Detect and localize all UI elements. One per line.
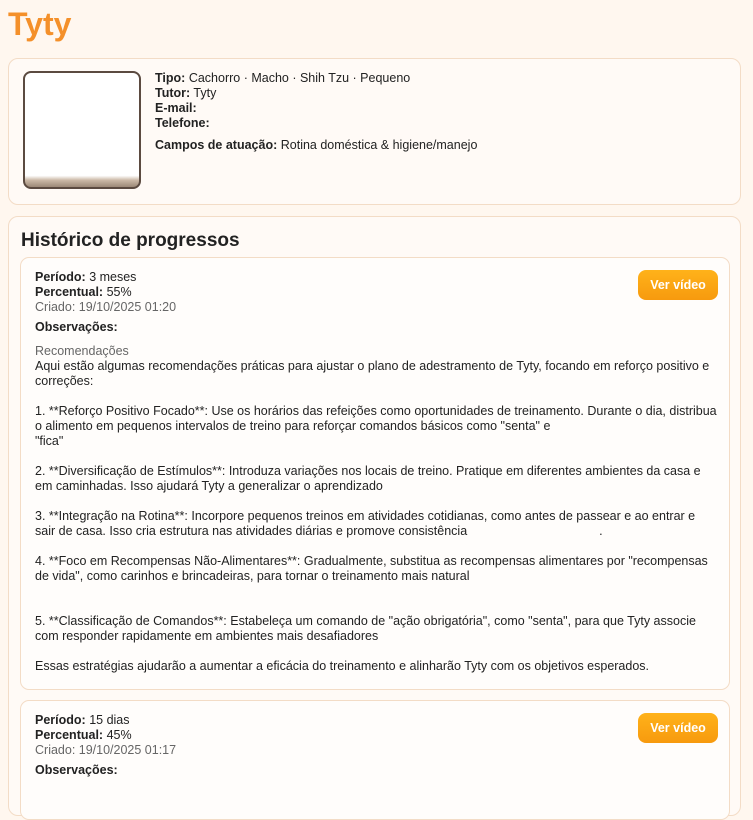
history-title: Histórico de progressos: [21, 230, 240, 251]
pet-profile-card: [8, 58, 741, 205]
created-date: Criado: 19/10/2025 01:17: [35, 743, 177, 757]
pet-photo: [23, 71, 141, 189]
observations-label: Observações:: [35, 320, 118, 334]
fields-row: Campos de atuação: Rotina doméstica & higiene/manejo: [155, 138, 478, 152]
page-title: Tyty: [8, 6, 72, 42]
view-video-button[interactable]: Ver vídeo: [638, 270, 718, 300]
type-value: Cachorro · Macho · Shih Tzu · Pequeno: [188, 71, 411, 85]
phone-row: Telefone:: [155, 116, 210, 130]
created-date: Criado: 19/10/2025 01:20: [35, 300, 177, 314]
percent-row: Percentual: 55%: [35, 285, 132, 299]
period-row: Período: 15 dias: [35, 713, 130, 727]
progress-entry: [20, 257, 730, 690]
progress-entry: [20, 700, 730, 820]
type-row: Tipo: Cachorro · Macho · Shih Tzu · Pequeno: [155, 71, 411, 85]
progress-history-card: [8, 216, 741, 816]
email-row: E-mail:: [155, 101, 197, 115]
percent-value: 55%: [106, 285, 132, 299]
observations-subtitle: Recomendações: [35, 344, 129, 358]
percent-value: 45%: [106, 728, 132, 742]
tutor-row: Tutor: Tyty: [155, 86, 217, 100]
pet-info: [155, 71, 477, 153]
period-value: 15 dias: [89, 713, 130, 727]
period-row: Período: 3 meses: [35, 270, 137, 284]
view-video-button[interactable]: Ver vídeo: [638, 713, 718, 743]
fields-value: Rotina doméstica & higiene/manejo: [280, 138, 478, 152]
observations-text: Aqui estão algumas recomendações práticas para ajustar o plano de adestramento de Tyty, focando em reforço positivo e correções: 1. **Reforço Positivo Focado**: Use os horários das refeições como oportunidades de treinamento. Durante o dia, distribua o alimento em pequenos intervalos de treino para reforçar comandos básicos como "senta" e "fica" 2. **Diversificação de Estímulos**: Introduza variações nos locais de treino. Pratique em diferentes ambientes da casa e em caminhadas. Isso ajudará Tyty a generalizar o aprendizado 3. **Integração na Rotina**: Incorpore pequenos treinos em atividades cotidianas, como antes de passear e ao entrar e sair de casa. Isso cria estrutura nas atividades diárias e promove consistência . 4. **Foco em Recompensas Não-Alimentares**: Gradualmente, substitua as recompensas alimentares por "recompensas de vida", como carinhos e brincadeiras, para tornar o treinamento mais natural 5. **Classificação de Comandos**: Estabeleça um comando de "ação obrigatória", como "senta", para que Tyty associe com responder rapidamente em ambientes mais desafiadores Essas estratégias ajudarão a aumentar a eficácia do treinamento e alinharão Tyty com os objetivos esperados.: [35, 359, 717, 673]
percent-row: Percentual: 45%: [35, 728, 132, 742]
tutor-value: Tyty: [193, 86, 217, 100]
observations-label: Observações:: [35, 763, 118, 777]
period-value: 3 meses: [89, 270, 137, 284]
